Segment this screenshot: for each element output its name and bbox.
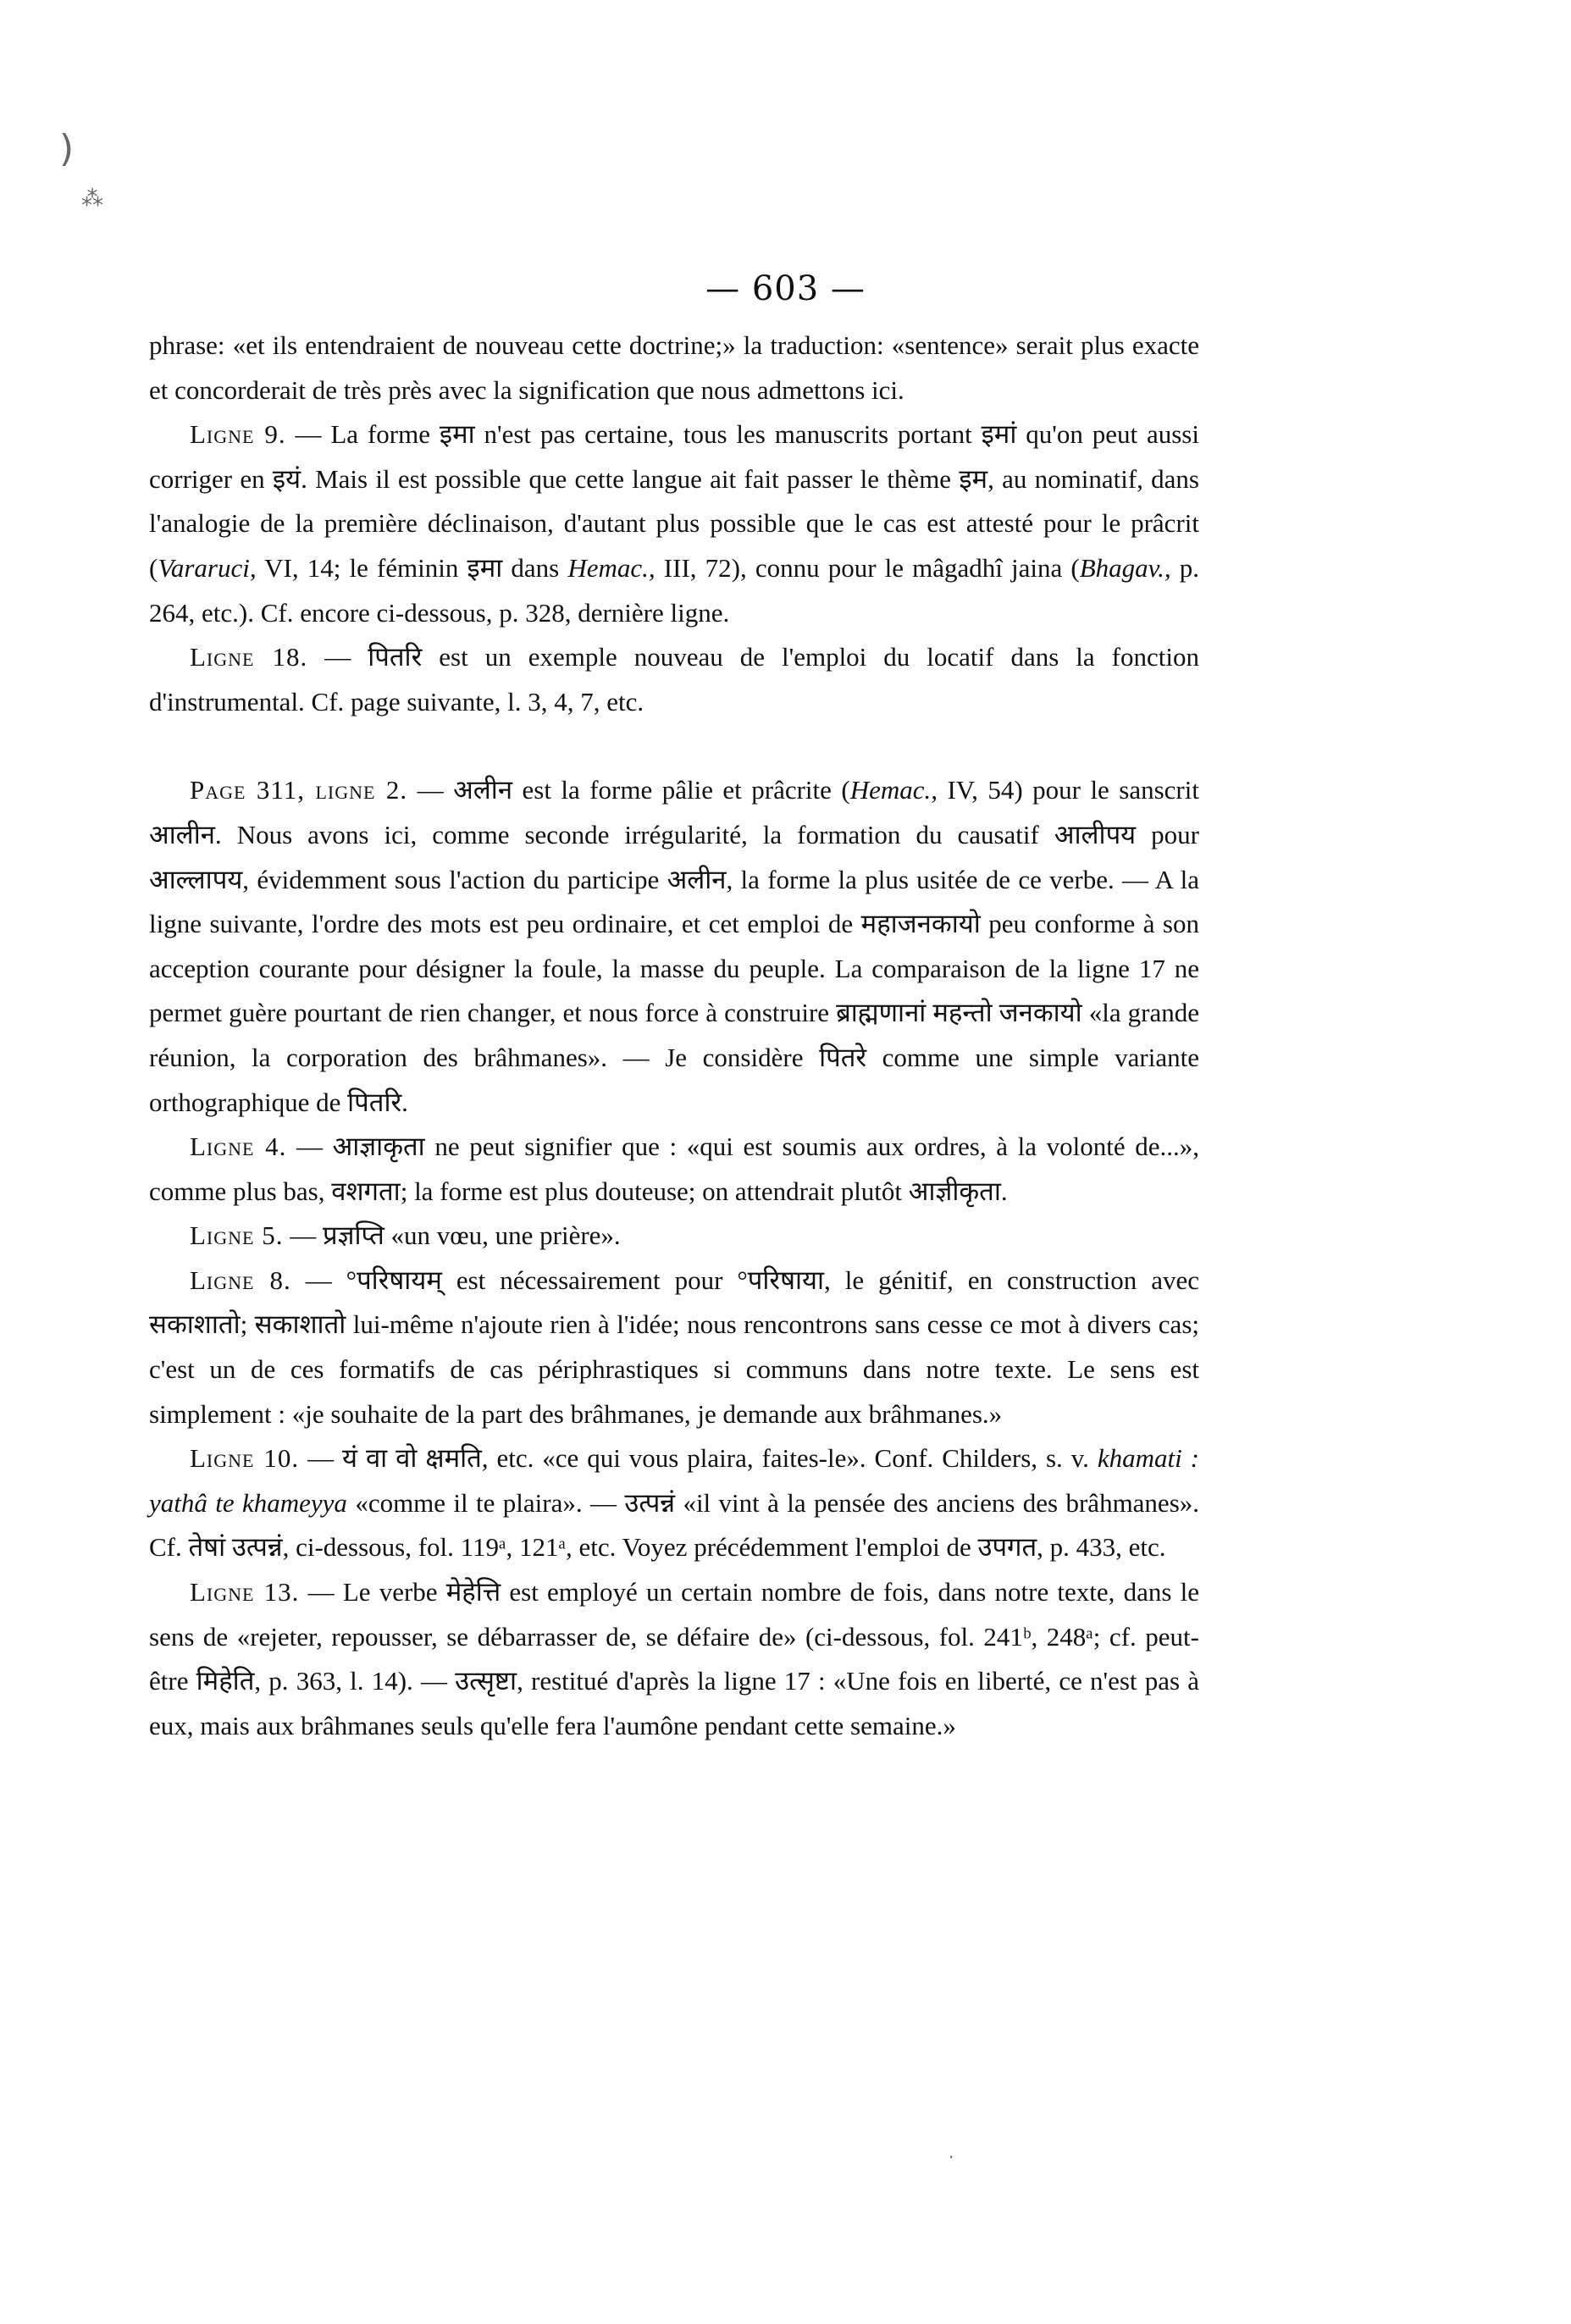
page-ref-label: Page 311, ligne 2. — [190, 775, 408, 805]
line-ref-label: Ligne 5. — [190, 1220, 284, 1251]
margin-speck-bottom: · — [949, 2147, 954, 2167]
section-gap — [149, 724, 1199, 768]
paragraph-ligne-4: Ligne 4. — आज्ञाकृता ne peut signifier que : «qui est soumis aux ordres, à la volonté de...», comme plus bas, वशगता; la forme est plus douteuse; on attendrait plutôt आज्ञीकृता. — [149, 1132, 1199, 1206]
line-ref-label: Ligne 4. — [190, 1132, 287, 1162]
paragraph-ligne-18: Ligne 18. — पितरि est un exemple nouveau de l'emploi du locatif dans la fonction d'instrumental. Cf. page suivante, l. 3, 4, 7, etc. — [149, 642, 1199, 717]
line-ref-label: Ligne 9. — [190, 419, 286, 450]
line-ref-label: Ligne 13. — [190, 1577, 300, 1607]
margin-speck-top: ) — [59, 127, 75, 170]
line-ref-label: Ligne 18. — [190, 642, 308, 672]
body-text — [149, 324, 1199, 1748]
margin-speck-left: ⁂ — [81, 186, 103, 212]
paragraph-ligne-9: Ligne 9. — La forme इमा n'est pas certaine, tous les manuscrits portant इमां qu'on peut aussi corriger en इयं. Mais il est possible que cette langue ait fait passer le thème इम, au nominatif, dans l'analogie de la première déclinaison, d'autant plus possible que le cas est attesté pour le prâcrit (Vararuci, VI, 14; le féminin इमा dans Hemac., III, 72), connu pour le mâgadhî jaina (Bhagav., p. 264, etc.). Cf. encore ci-dessous, p. 328, dernière ligne. — [149, 419, 1200, 628]
page-number: — 603 — — [705, 269, 866, 308]
paragraph-continuation: phrase: «et ils entendraient de nouveau cette doctrine;» la traduction: «sentence» serait plus exacte et concorderait de très près avec la signification que nous admettons ici. — [149, 330, 1199, 405]
paragraph-ligne-5: Ligne 5. — प्रज्ञप्ति «un vœu, une prière». — [190, 1220, 621, 1251]
paragraph-ligne-13: Ligne 13. — Le verbe मेहेत्ति est employé un certain nombre de fois, dans notre texte, dans le sens de «rejeter, repousser, se débarrasser de, se défaire de» (ci-dessous, fol. 241ᵇ, 248ᵃ; cf. peut-être मिहेति, p. 363, l. 14). — उत्सृष्टा, restitué d'après la ligne 17 : «Une fois en liberté, ce n'est pas à eux, mais aux brâhmanes seuls qu'elle fera l'aumône pendant cette semaine.» — [149, 1577, 1200, 1740]
line-ref-label: Ligne 8. — [190, 1264, 291, 1295]
paragraph-page-311: Page 311, ligne 2. — अलीन est la forme pâlie et prâcrite (Hemac., IV, 54) pour le sanscrit आलीन. Nous avons ici, comme seconde irrégularité, la formation du causatif आलीपय pour आल्लापय, évidemment sous l'action du participe अलीन, la forme la plus usitée de ce verbe. — A la ligne suivante, l'ordre des mots est peu ordinaire, et cet emploi de महाजनकायो peu conforme à son acception courante pour désigner la foule, la masse du peuple. La comparaison de la ligne 17 ne permet guère pourtant de rien changer, et nous force à construire ब्राह्मणानां महन्तो जनकायो «la grande réunion, la corporation des brâhmanes». — Je considère पितरे comme une simple variante orthographique de पितरि. — [149, 775, 1199, 1117]
paragraph-ligne-8: Ligne 8. — °परिषायम् est nécessairement pour °परिषाया, le génitif, en construction avec सकाशातो; सकाशातो lui-même n'ajoute rien à l'idée; nous rencontrons sans cesse ce mot à divers cas; c'est un de ces formatifs de cas périphrastiques si communs dans notre texte. Le sens est simplement : «je souhaite de la part des brâhmanes, je demande aux brâhmanes.» — [149, 1264, 1200, 1429]
paragraph-ligne-10: Ligne 10. — यं वा वो क्षमति, etc. «ce qui vous plaira, faites-le». Conf. Childers, s. v. khamati : yathâ te khameyya «comme il te plaira». — उत्पन्नं «il vint à la pensée des anciens des brâhmanes». Cf. तेषां उत्पन्नं, ci-dessous, fol. 119ᵃ, 121ᵃ, etc. Voyez précédemment l'emploi de उपगत, p. 433, etc. — [149, 1443, 1200, 1563]
line-ref-label: Ligne 10. — [190, 1443, 300, 1474]
